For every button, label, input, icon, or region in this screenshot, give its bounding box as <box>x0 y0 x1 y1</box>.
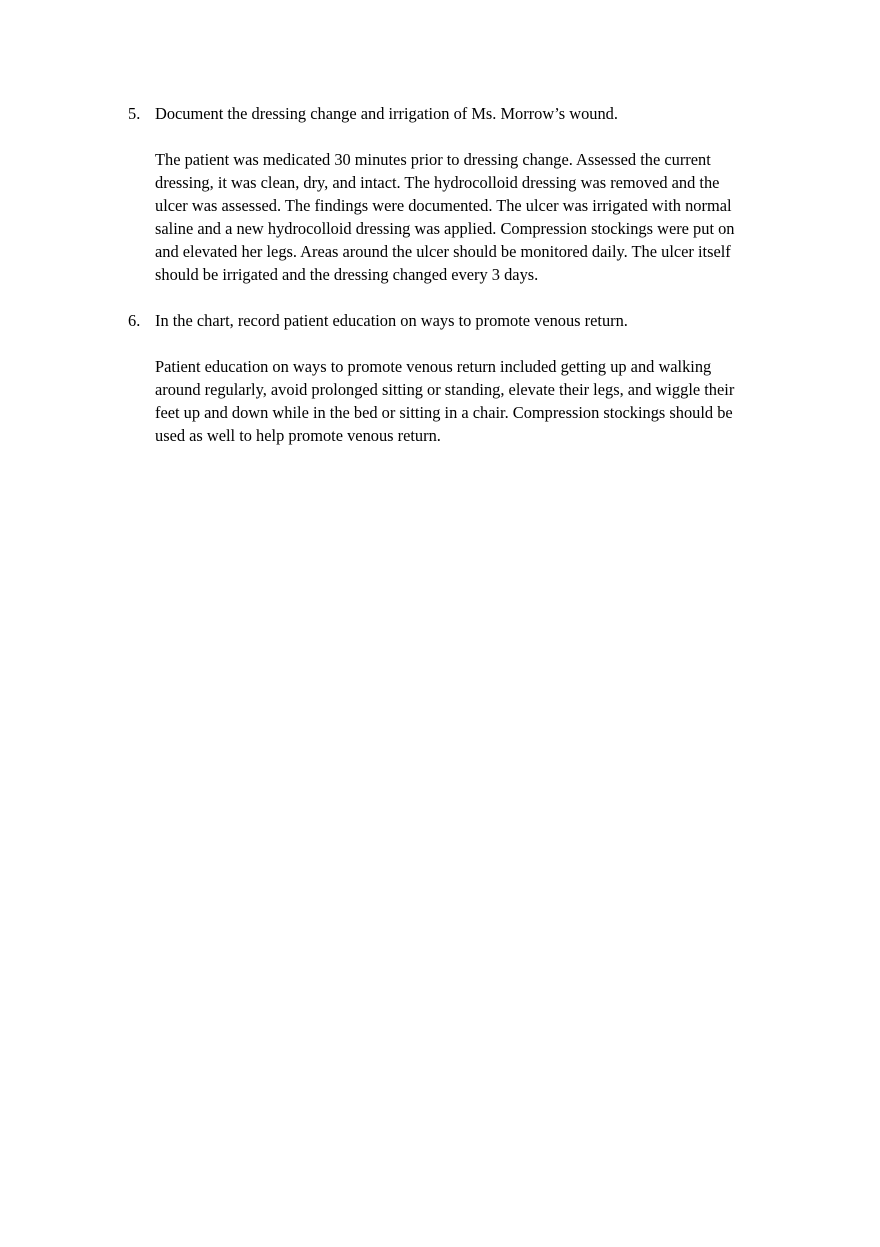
question-number: 6. <box>128 311 141 330</box>
answer-line: feet up and down while in the bed or sitting in a chair. Compression stockings should be <box>155 403 733 422</box>
answer-line: and elevated her legs. Areas around the ulcer should be monitored daily. The ulcer itself <box>155 242 731 261</box>
question-item-6 <box>128 309 778 447</box>
question-6 <box>128 309 778 332</box>
question-text: Document the dressing change and irrigation of Ms. Morrow’s wound. <box>155 104 618 123</box>
answer-line: dressing, it was clean, dry, and intact. The hydrocolloid dressing was removed and the <box>155 173 720 192</box>
question-5 <box>128 102 778 125</box>
answer-line: ulcer was assessed. The findings were documented. The ulcer was irrigated with normal <box>155 196 732 215</box>
answer-5 <box>155 148 777 286</box>
answer-line: should be irrigated and the dressing changed every 3 days. <box>155 265 539 284</box>
question-text: In the chart, record patient education on ways to promote venous return. <box>155 311 628 330</box>
answer-line: used as well to help promote venous return. <box>155 426 441 445</box>
answer-line: around regularly, avoid prolonged sitting or standing, elevate their legs, and wiggle their <box>155 380 735 399</box>
answer-line: saline and a new hydrocolloid dressing was applied. Compression stockings were put on <box>155 219 735 238</box>
answer-line: Patient education on ways to promote venous return included getting up and walking <box>155 357 712 376</box>
question-number: 5. <box>128 104 141 123</box>
question-item-5 <box>128 102 778 286</box>
answer-6 <box>155 355 777 447</box>
answer-line: The patient was medicated 30 minutes prior to dressing change. Assessed the current <box>155 150 711 169</box>
